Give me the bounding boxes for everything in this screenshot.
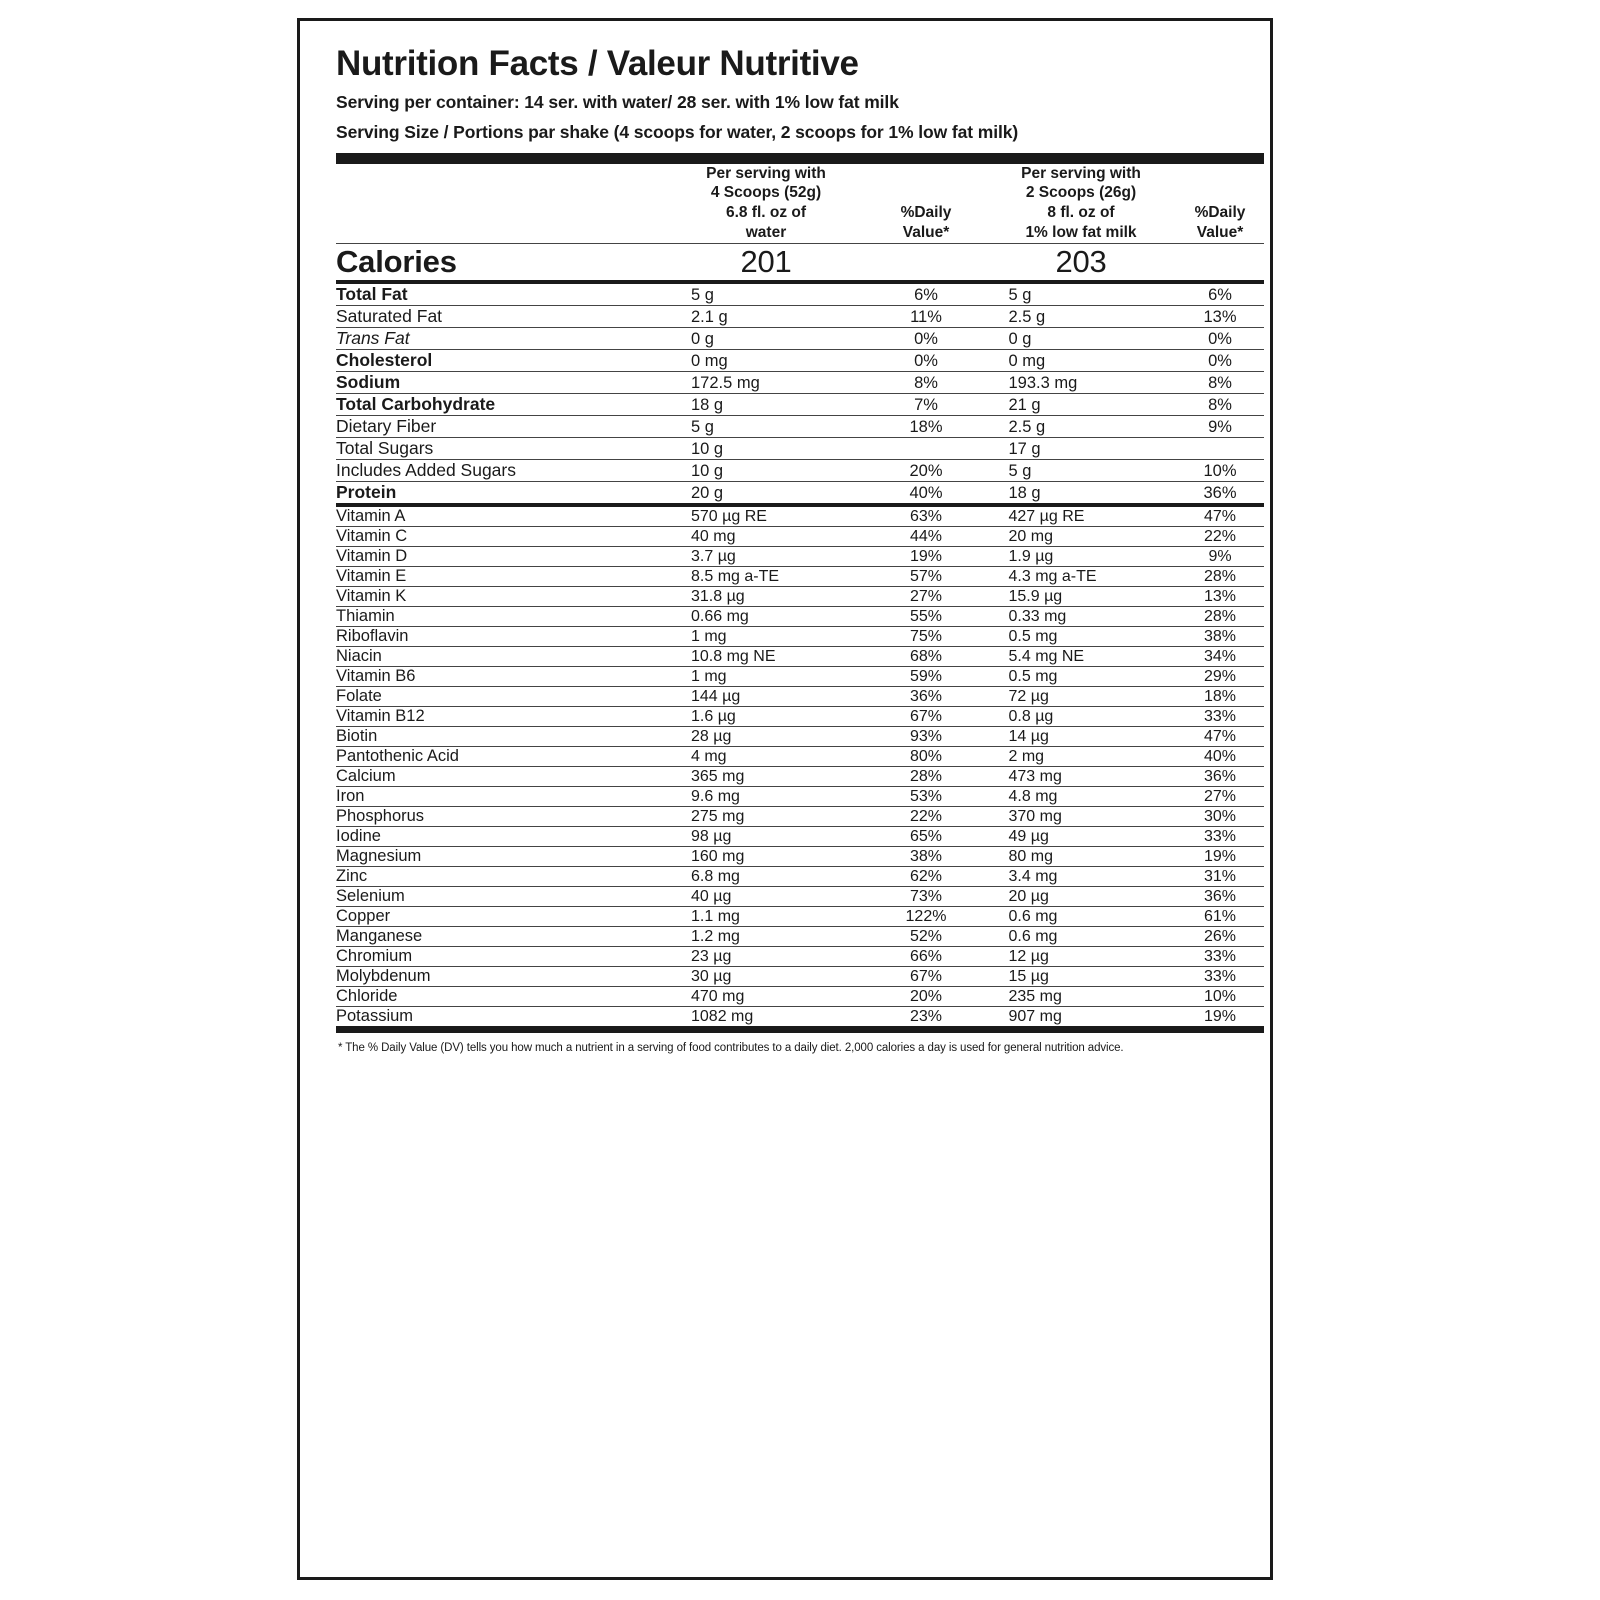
nutrient-amount-milk: 4.8 mg — [1008, 787, 1058, 805]
nutrient-dv-milk: 0% — [1208, 329, 1232, 348]
nutrient-amount-water: 365 mg — [691, 767, 745, 785]
nutrient-amount-milk: 5.4 mg NE — [1008, 647, 1085, 665]
table-row — [336, 1007, 1264, 1030]
table-row — [336, 667, 1264, 687]
nutrient-name: Biotin — [336, 726, 378, 745]
nutrient-dv-water: 59% — [909, 667, 943, 685]
header-dv-milk: %Daily Value* — [1194, 204, 1246, 241]
nutrient-name: Total Sugars — [336, 437, 434, 458]
nutrient-amount-milk: 12 µg — [1008, 947, 1049, 965]
nutrient-amount-water: 144 µg — [691, 687, 741, 705]
nutrient-name: Vitamin C — [336, 526, 408, 545]
nutrient-amount-milk: 0.5 mg — [1008, 627, 1058, 645]
table-row — [336, 907, 1264, 927]
nutrient-dv-milk: 33% — [1203, 947, 1237, 965]
nutrient-amount-water: 2.1 g — [691, 307, 728, 326]
table-row — [336, 807, 1264, 827]
nutrient-dv-milk: 36% — [1203, 887, 1237, 905]
table-row — [336, 527, 1264, 547]
nutrient-dv-water: 0% — [914, 329, 938, 348]
nutrient-name: Vitamin D — [336, 546, 408, 565]
nutrient-amount-water: 1 mg — [691, 667, 727, 685]
nutrient-name: Zinc — [336, 866, 368, 885]
nutrient-amount-water: 1 mg — [691, 627, 727, 645]
nutrient-amount-milk: 907 mg — [1008, 1007, 1062, 1025]
nutrient-amount-milk: 473 mg — [1008, 767, 1062, 785]
nutrient-amount-milk: 1.9 µg — [1008, 547, 1054, 565]
nutrient-amount-milk: 235 mg — [1008, 987, 1062, 1005]
nutrient-amount-water: 5 g — [691, 285, 714, 304]
calories-value-milk: 203 — [1055, 243, 1107, 279]
nutrient-name: Iodine — [336, 826, 381, 845]
nutrient-dv-milk: 19% — [1203, 1007, 1237, 1025]
nutrient-dv-milk: 28% — [1203, 607, 1237, 625]
nutrient-name: Calcium — [336, 766, 396, 785]
nutrient-dv-water: 36% — [909, 687, 943, 705]
table-row — [336, 987, 1264, 1007]
header-dv-water: %Daily Value* — [900, 204, 952, 241]
nutrient-dv-milk: 19% — [1203, 847, 1237, 865]
nutrient-dv-water: 11% — [910, 307, 942, 326]
nutrient-dv-water: 27% — [909, 587, 943, 605]
nutrient-dv-milk: 18% — [1203, 687, 1237, 705]
nutrient-dv-water: 20% — [909, 461, 943, 480]
table-row — [336, 727, 1264, 747]
nutrient-name: Sodium — [336, 371, 401, 392]
nutrient-name: Pantothenic Acid — [336, 746, 459, 765]
table-row — [336, 767, 1264, 787]
header-serving-milk: Per serving with 2 Scoops (26g) 8 fl. oz of 1% low fat milk — [1021, 164, 1141, 241]
nutrient-amount-milk: 18 g — [1008, 483, 1041, 502]
nutrient-amount-milk: 0 g — [1008, 329, 1032, 348]
nutrient-name: Total Fat — [336, 283, 408, 304]
nutrient-amount-water: 10 g — [691, 439, 724, 458]
table-row — [336, 847, 1264, 867]
table-row — [336, 927, 1264, 947]
nutrient-dv-water: 44% — [909, 527, 943, 545]
nutrient-amount-water: 160 mg — [691, 847, 745, 865]
nutrient-dv-water: 40% — [909, 483, 943, 502]
nutrient-dv-water: 122% — [905, 907, 947, 925]
nutrient-amount-milk: 15.9 µg — [1008, 587, 1063, 605]
nutrient-name: Vitamin B12 — [336, 706, 425, 725]
nutrient-dv-milk: 33% — [1203, 827, 1237, 845]
nutrient-name: Iron — [336, 786, 365, 805]
nutrient-amount-milk: 17 g — [1008, 439, 1041, 458]
table-row — [336, 507, 1264, 527]
nutrient-dv-milk: 40% — [1203, 747, 1237, 765]
nutrient-amount-water: 1.1 mg — [691, 907, 740, 925]
nutrient-amount-milk: 3.4 mg — [1008, 867, 1058, 885]
table-row — [336, 887, 1264, 907]
nutrient-name: Dietary Fiber — [336, 415, 437, 436]
nutrient-dv-water: 22% — [909, 807, 943, 825]
nutrient-amount-water: 31.8 µg — [691, 587, 745, 605]
table-row — [336, 747, 1264, 767]
nutrient-name: Saturated Fat — [336, 305, 443, 326]
nutrient-dv-milk: 30% — [1203, 807, 1237, 825]
nutrient-dv-water: 8% — [914, 373, 938, 392]
nutrient-dv-milk: 9% — [1208, 417, 1232, 436]
nutrient-dv-milk: 9% — [1208, 547, 1232, 565]
nutrient-dv-water: 93% — [909, 727, 943, 745]
nutrient-dv-water: 63% — [909, 507, 943, 525]
nutrient-name: Trans Fat — [336, 327, 410, 348]
nutrient-amount-water: 275 mg — [691, 807, 745, 825]
table-row — [336, 547, 1264, 567]
header-nutrient — [336, 164, 666, 244]
nutrient-dv-water: 38% — [909, 847, 943, 865]
nutrient-amount-milk: 427 µg RE — [1008, 507, 1085, 525]
nutrient-dv-milk: 10% — [1203, 987, 1237, 1005]
nutrient-dv-water: 6% — [914, 285, 938, 304]
nutrient-name: Molybdenum — [336, 966, 431, 985]
serving-size: Serving Size / Portions par shake (4 scoops for water, 2 scoops for 1% low fat milk) — [336, 121, 1019, 142]
nutrient-amount-water: 10 g — [691, 461, 724, 480]
nutrient-dv-milk: 34% — [1203, 647, 1237, 665]
nutrient-amount-milk: 193.3 mg — [1008, 373, 1078, 392]
table-row — [336, 687, 1264, 707]
nutrient-name: Thiamin — [336, 606, 395, 625]
nutrient-name: Total Carbohydrate — [336, 393, 496, 414]
nutrient-amount-water: 1082 mg — [691, 1007, 754, 1025]
nutrient-name: Phosphorus — [336, 806, 425, 825]
calories-label: Calories — [336, 243, 457, 279]
nutrient-amount-milk: 2 mg — [1008, 747, 1045, 765]
nutrient-dv-milk: 36% — [1203, 483, 1237, 502]
nutrient-dv-milk: 33% — [1203, 967, 1237, 985]
nutrient-name: Vitamin A — [336, 506, 406, 525]
nutrient-dv-water: 20% — [909, 987, 943, 1005]
nutrient-amount-milk: 0.5 mg — [1008, 667, 1058, 685]
table-row — [336, 306, 1264, 328]
nutrient-amount-water: 470 mg — [691, 987, 745, 1005]
nutrient-amount-water: 0 g — [691, 329, 714, 348]
nutrient-dv-milk: 26% — [1203, 927, 1237, 945]
nutrient-dv-water: 80% — [909, 747, 943, 765]
nutrient-amount-water: 3.7 µg — [691, 547, 736, 565]
nutrient-amount-milk: 20 µg — [1008, 887, 1049, 905]
nutrient-dv-milk: 22% — [1203, 527, 1237, 545]
nutrient-amount-milk: 5 g — [1008, 461, 1032, 480]
table-row — [336, 587, 1264, 607]
nutrient-dv-milk: 0% — [1208, 351, 1232, 370]
nutrient-name: Riboflavin — [336, 626, 409, 645]
nutrient-dv-milk: 47% — [1203, 727, 1237, 745]
table-row — [336, 372, 1264, 394]
nutrient-dv-milk: 6% — [1208, 285, 1232, 304]
nutrient-name: Niacin — [336, 646, 382, 665]
table-row — [336, 328, 1264, 350]
nutrient-name: Vitamin B6 — [336, 666, 416, 685]
rule-bottom — [336, 1029, 1264, 1033]
nutrient-dv-milk: 10% — [1203, 461, 1237, 480]
nutrient-dv-water: 53% — [909, 787, 943, 805]
nutrient-amount-water: 23 µg — [691, 947, 732, 965]
table-row — [336, 482, 1264, 505]
nutrient-dv-water: 75% — [909, 627, 943, 645]
table-row — [336, 647, 1264, 667]
nutrient-dv-water: 7% — [914, 395, 938, 414]
nutrient-dv-water: 28% — [909, 767, 943, 785]
nutrient-dv-milk: 31% — [1203, 867, 1237, 885]
nutrient-amount-milk: 0.6 mg — [1008, 927, 1058, 945]
nutrient-amount-milk: 80 mg — [1008, 847, 1053, 865]
nutrient-amount-water: 40 µg — [691, 887, 732, 905]
nutrient-name: Copper — [336, 906, 391, 925]
table-row — [336, 627, 1264, 647]
calories-value-water: 201 — [740, 243, 792, 279]
nutrient-name: Chloride — [336, 986, 398, 1005]
table-row — [336, 787, 1264, 807]
nutrient-amount-water: 1.2 mg — [691, 927, 740, 945]
nutrient-amount-water: 0.66 mg — [691, 607, 749, 625]
nutrient-name: Selenium — [336, 886, 405, 905]
nutrition-table-body — [336, 158, 1264, 1033]
nutrient-dv-water — [866, 438, 986, 460]
nutrient-dv-milk: 36% — [1203, 767, 1237, 785]
table-row — [336, 567, 1264, 587]
calories-row — [336, 244, 1264, 282]
nutrient-dv-milk: 33% — [1203, 707, 1237, 725]
nutrient-amount-milk: 0 mg — [1008, 351, 1046, 370]
nutrient-amount-milk: 4.3 mg a-TE — [1008, 567, 1097, 585]
nutrient-amount-water: 6.8 mg — [691, 867, 740, 885]
table-row — [336, 460, 1264, 482]
nutrient-amount-water: 0 mg — [691, 351, 728, 370]
nutrient-amount-milk: 14 µg — [1008, 727, 1049, 745]
nutrient-name: Cholesterol — [336, 349, 433, 370]
nutrient-dv-water: 19% — [909, 547, 943, 565]
nutrient-dv-water: 66% — [909, 947, 943, 965]
nutrient-dv-water: 68% — [909, 647, 943, 665]
nutrient-dv-water: 52% — [909, 927, 943, 945]
nutrient-amount-water: 4 mg — [691, 747, 727, 765]
nutrient-amount-milk: 49 µg — [1008, 827, 1049, 845]
nutrient-amount-milk: 370 mg — [1008, 807, 1062, 825]
nutrient-dv-water: 57% — [909, 567, 943, 585]
nutrient-amount-milk: 0.8 µg — [1008, 707, 1054, 725]
nutrient-amount-milk: 5 g — [1008, 285, 1032, 304]
nutrient-dv-milk: 28% — [1203, 567, 1237, 585]
nutrient-amount-milk: 0.33 mg — [1008, 607, 1067, 625]
table-row — [336, 967, 1264, 987]
nutrient-name: Folate — [336, 686, 382, 705]
table-row — [336, 827, 1264, 847]
nutrient-dv-water: 0% — [914, 351, 938, 370]
nutrient-name: Protein — [336, 481, 397, 502]
nutrient-amount-water: 9.6 mg — [691, 787, 740, 805]
nutrition-table — [336, 153, 1264, 1033]
nutrition-facts-panel — [297, 18, 1273, 1580]
nutrient-amount-water: 5 g — [691, 417, 714, 436]
nutrient-amount-milk: 72 µg — [1008, 687, 1049, 705]
nutrient-name: Manganese — [336, 926, 423, 945]
nutrient-dv-milk: 13% — [1203, 307, 1237, 326]
nutrient-dv-water: 62% — [909, 867, 943, 885]
nutrient-dv-water: 23% — [909, 1007, 943, 1025]
nutrient-dv-water: 18% — [909, 417, 943, 436]
nutrient-name: Potassium — [336, 1006, 414, 1025]
nutrient-name: Magnesium — [336, 846, 422, 865]
nutrient-dv-milk: 38% — [1203, 627, 1237, 645]
nutrient-dv-milk: 8% — [1208, 395, 1232, 414]
nutrient-dv-milk: 29% — [1203, 667, 1237, 685]
table-row — [336, 867, 1264, 887]
nutrient-name: Chromium — [336, 946, 413, 965]
header-serving-water: Per serving with 4 Scoops (52g) 6.8 fl. oz of water — [706, 164, 826, 241]
nutrient-dv-milk: 13% — [1203, 587, 1237, 605]
nutrient-dv-water: 73% — [909, 887, 943, 905]
calories-dv-water — [866, 244, 986, 282]
table-row — [336, 947, 1264, 967]
page-title: Nutrition Facts / Valeur Nutritive — [336, 44, 859, 83]
nutrient-dv-water: 67% — [909, 967, 943, 985]
nutrient-amount-water: 30 µg — [691, 967, 732, 985]
nutrient-amount-water: 18 g — [691, 395, 724, 414]
nutrient-dv-water: 67% — [909, 707, 943, 725]
nutrient-amount-water: 172.5 mg — [691, 373, 760, 392]
nutrient-amount-milk: 21 g — [1008, 395, 1041, 414]
nutrient-dv-milk: 61% — [1203, 907, 1237, 925]
nutrient-amount-water: 98 µg — [691, 827, 732, 845]
nutrient-amount-water: 20 g — [691, 483, 724, 502]
table-row — [336, 284, 1264, 306]
nutrient-amount-water: 40 mg — [691, 527, 736, 545]
table-row — [336, 416, 1264, 438]
table-row — [336, 707, 1264, 727]
nutrient-dv-milk: 8% — [1208, 373, 1232, 392]
nutrient-dv-milk: 47% — [1203, 507, 1237, 525]
table-row — [336, 607, 1264, 627]
nutrient-amount-milk: 2.5 g — [1008, 417, 1046, 436]
nutrient-dv-milk — [1176, 438, 1264, 460]
footnote: * The % Daily Value (DV) tells you how much a nutrient in a serving of food contributes to a daily diet. 2,000 calories a day is used for general nutrition advice. — [338, 1041, 1124, 1054]
nutrient-dv-water: 55% — [909, 607, 943, 625]
nutrient-name: Vitamin E — [336, 566, 407, 585]
nutrient-amount-water: 570 µg RE — [691, 507, 767, 525]
nutrient-amount-water: 10.8 mg NE — [691, 647, 776, 665]
nutrient-name: Includes Added Sugars — [336, 459, 516, 480]
nutrient-amount-milk: 20 mg — [1008, 527, 1053, 545]
nutrient-amount-water: 28 µg — [691, 727, 732, 745]
table-row — [336, 438, 1264, 460]
nutrient-amount-water: 1.6 µg — [691, 707, 736, 725]
nutrient-dv-water: 65% — [909, 827, 943, 845]
nutrient-amount-milk: 2.5 g — [1008, 307, 1046, 326]
table-header-row — [336, 164, 1264, 244]
nutrient-dv-milk: 27% — [1203, 787, 1237, 805]
nutrient-amount-milk: 15 µg — [1008, 967, 1049, 985]
table-row — [336, 350, 1264, 372]
nutrient-name: Vitamin K — [336, 586, 407, 605]
serving-per-container: Serving per container: 14 ser. with water/ 28 ser. with 1% low fat milk — [336, 91, 899, 112]
nutrient-amount-water: 8.5 mg a-TE — [691, 567, 780, 585]
nutrient-amount-milk: 0.6 mg — [1008, 907, 1058, 925]
table-row — [336, 394, 1264, 416]
calories-dv-milk — [1176, 244, 1264, 282]
